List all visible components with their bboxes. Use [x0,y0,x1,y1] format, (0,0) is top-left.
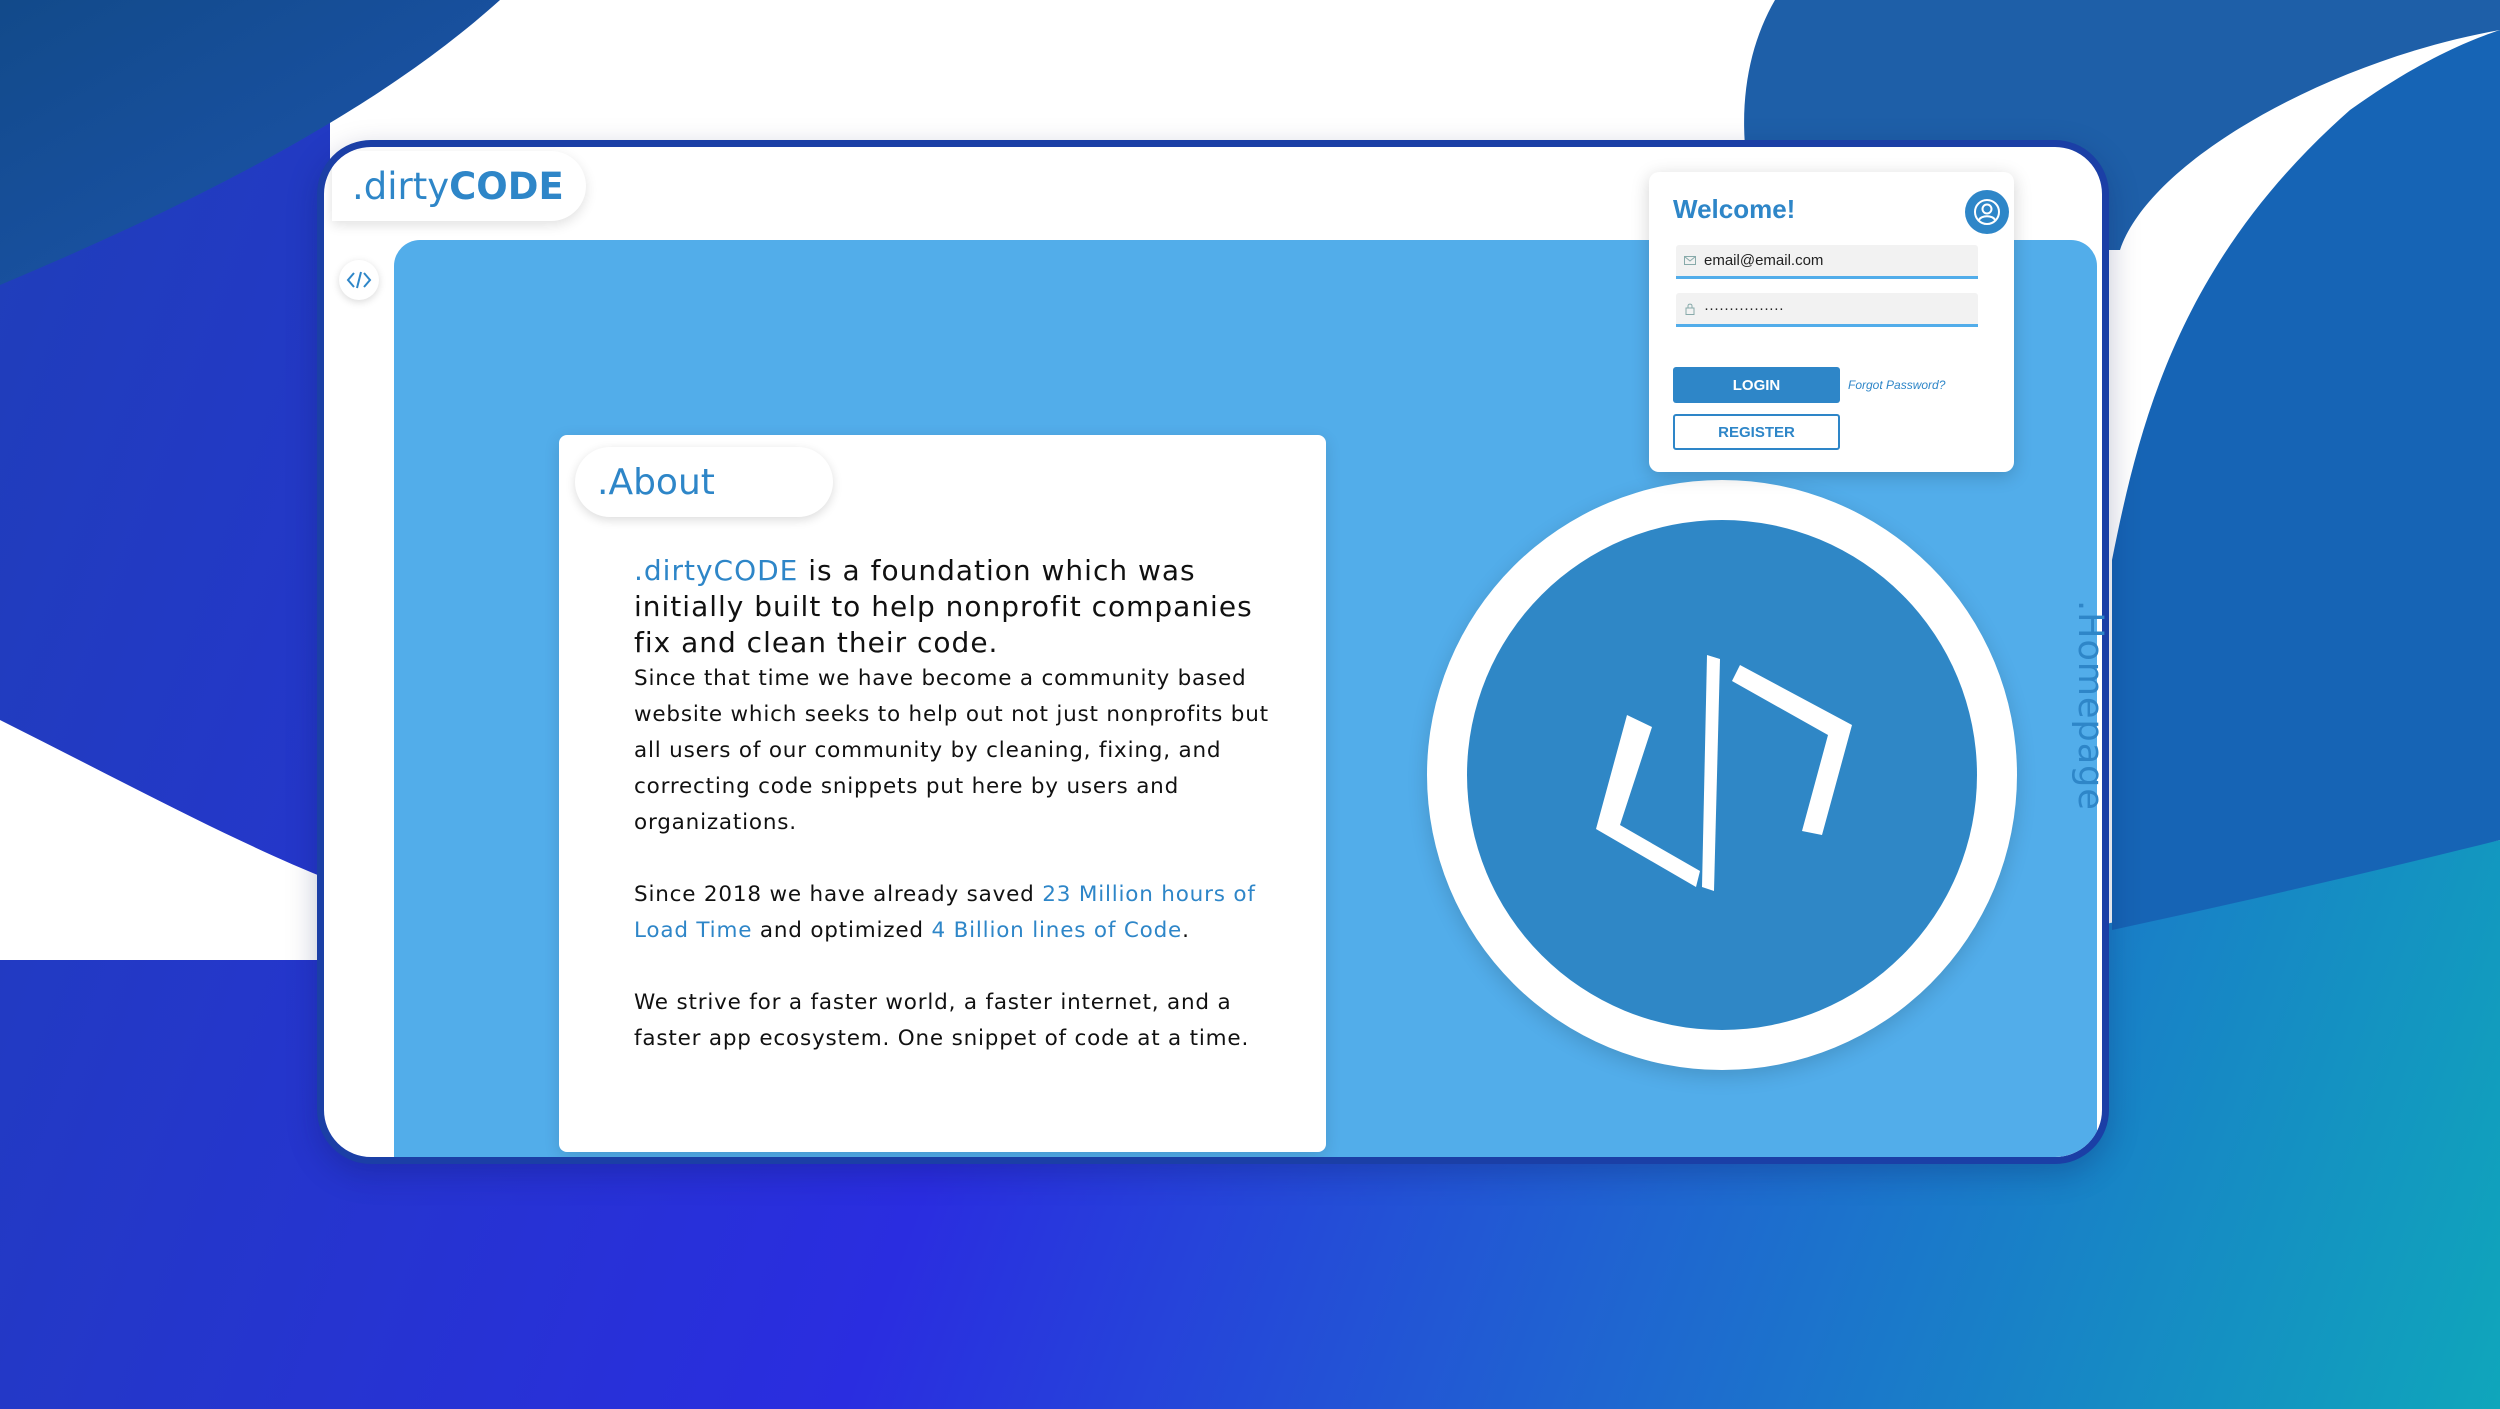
about-paragraph-3: We strive for a faster world, a faster internet, and a faster app ecosystem. One snippet of code at a time. [634,990,1250,1051]
lead-brand: .dirtyCODE [634,554,799,587]
about-title: .About [575,447,833,517]
about-paragraph-2 [634,877,1274,949]
tablet-frame [317,140,2109,1164]
load-time-highlight: 23 Million hours of Load Time [634,882,1256,943]
lock-icon [1676,303,1704,315]
about-paragraph-1: Since that time we have become a community based website which seeks to help out not just nonprofits but all users of our community by cleaning, fixing, and correcting code snippets put here by users and organizations. [634,666,1269,835]
logo-circle-inner [1467,520,1977,1030]
para2-text-a: Since 2018 we have already saved [634,882,1043,907]
avatar-button[interactable] [1965,190,2009,234]
sidebar-code-button[interactable] [339,260,379,300]
login-card [1649,172,2014,472]
brand-suffix: CODE [449,164,564,208]
register-button[interactable]: REGISTER [1673,414,1840,450]
about-card [559,435,1326,1152]
password-input[interactable] [1704,300,1964,317]
email-input[interactable] [1704,252,1964,269]
email-field[interactable] [1676,245,1978,279]
mail-icon [1676,256,1704,265]
lines-of-code-highlight: 4 Billion lines of Code [931,918,1183,943]
para2-text-c: . [1182,918,1190,943]
login-title: Welcome! [1673,194,1796,224]
para2-text-b: and optimized [752,918,932,943]
brand-prefix: .dirty [352,164,450,208]
code-icon [346,270,372,290]
homepage-nav-label[interactable]: .Homepage [2070,600,2110,811]
login-button[interactable]: LOGIN [1673,367,1840,403]
password-field[interactable] [1676,293,1978,327]
user-icon [1972,197,2002,227]
lead-text: is a foundation which was initially built to help nonprofit companies fix and clean their code. [634,554,1253,659]
brand-logo[interactable] [332,151,586,221]
about-lead [634,553,1274,661]
code-logo-icon [1582,655,1862,895]
logo-circle [1427,480,2017,1070]
forgot-password-link[interactable]: Forgot Password? [1848,378,1946,392]
about-body [634,553,1274,1057]
